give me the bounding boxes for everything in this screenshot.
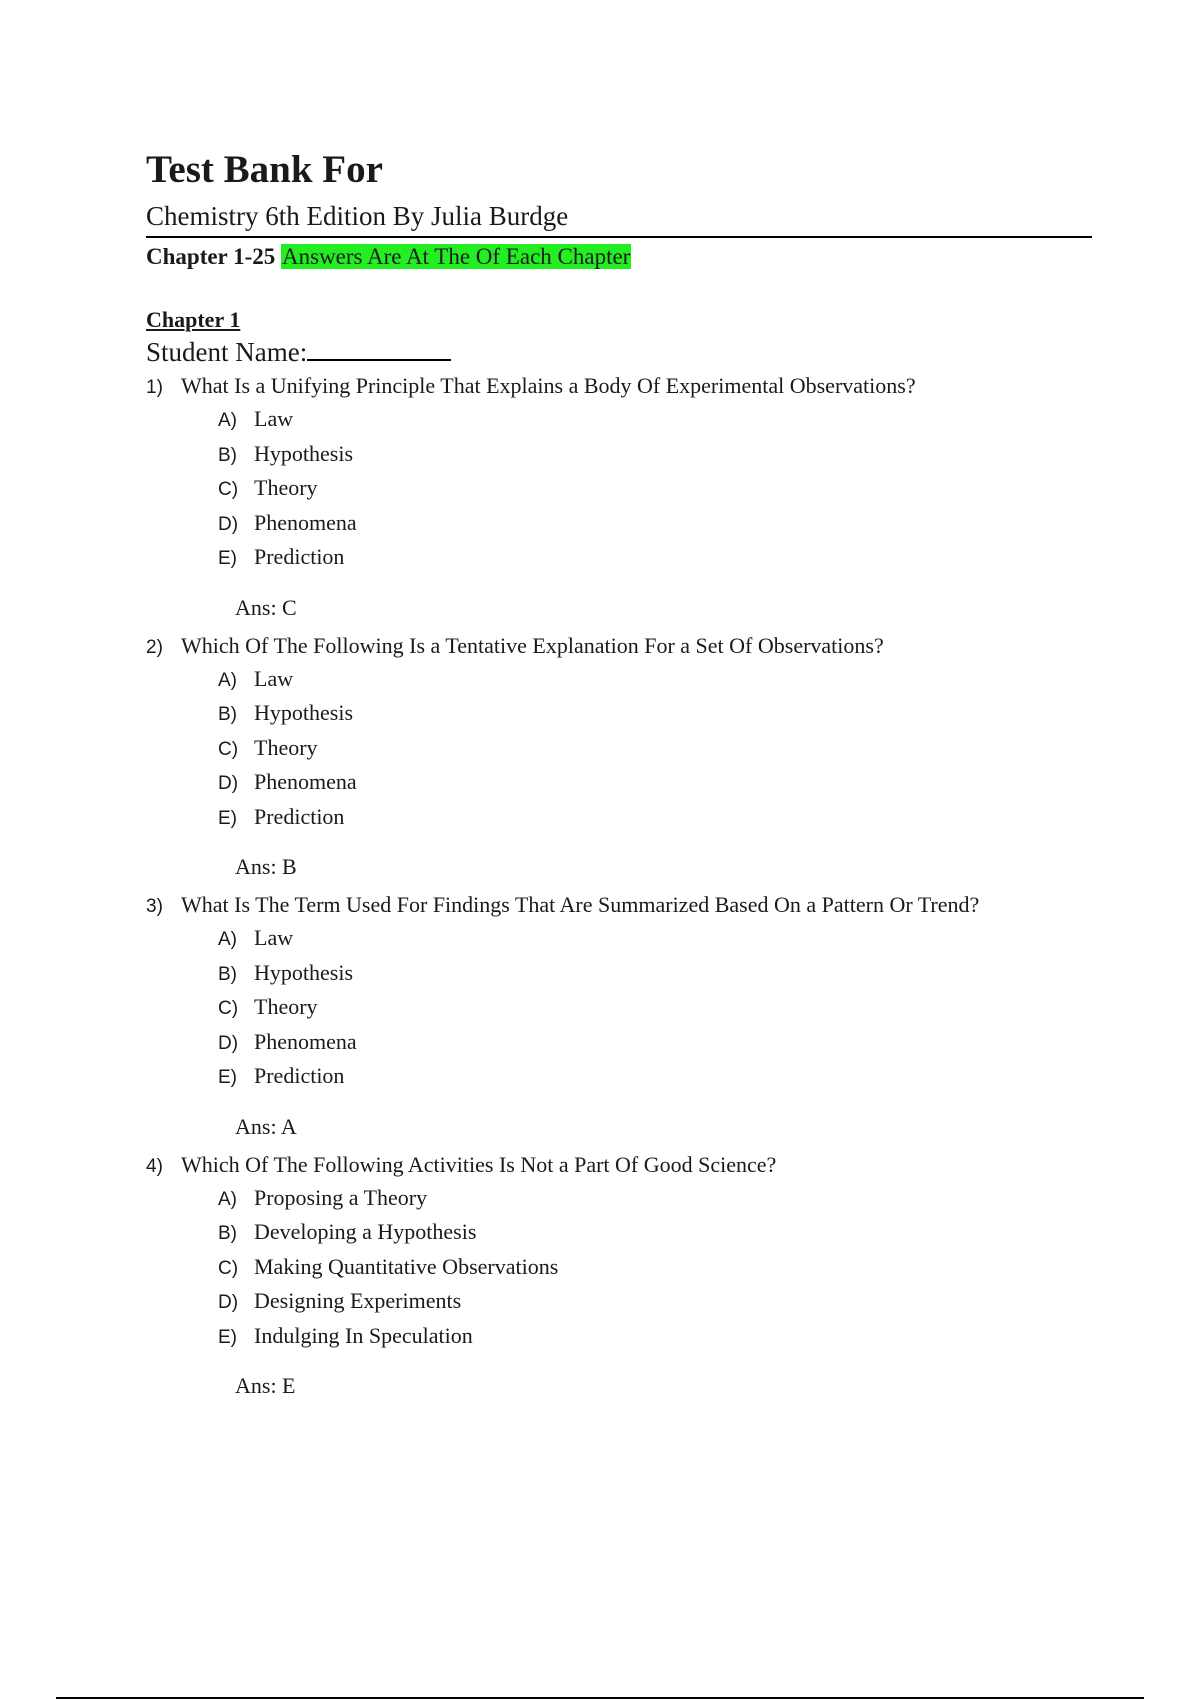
- option-letter: A): [218, 669, 237, 691]
- student-name-label: Student Name:: [146, 337, 308, 367]
- page-content: [146, 150, 1092, 1409]
- question-text-row: [146, 371, 1092, 403]
- option-d: [218, 1285, 1092, 1320]
- option-b: [218, 1216, 1092, 1251]
- highlighted-note: Answers Are At The Of Each Chapter: [282, 244, 631, 269]
- option-a: [218, 1182, 1092, 1217]
- option-letter: D): [218, 1292, 239, 1313]
- option-b: [218, 697, 1092, 732]
- student-name-row: [146, 336, 1092, 368]
- document-subtitle: Chemistry 6th Edition By Julia Burdge: [146, 201, 569, 231]
- option-letter: A): [218, 410, 237, 431]
- question-text: Which Of The Following Activities Is Not a Part Of Good Science?: [181, 1151, 777, 1177]
- option-letter: D): [218, 773, 239, 794]
- option-text: Prediction: [254, 1063, 345, 1088]
- option-text: Prediction: [254, 544, 345, 569]
- option-d: [218, 1026, 1092, 1061]
- option-text: Theory: [254, 734, 318, 760]
- option-letter: A): [218, 929, 237, 950]
- answer-key: Ans: B: [235, 854, 297, 879]
- question-text: Which Of The Following Is a Tentative Explanation For a Set Of Observations?: [181, 632, 884, 658]
- question-1: [146, 371, 1092, 623]
- option-b: [218, 957, 1092, 992]
- option-text: Hypothesis: [254, 440, 353, 466]
- option-letter: E): [218, 548, 237, 569]
- question-3: [146, 890, 1092, 1142]
- option-letter: B): [218, 963, 237, 985]
- chapter-heading: Chapter 1: [146, 307, 241, 332]
- option-letter: C): [218, 479, 239, 500]
- option-a: [218, 403, 1092, 438]
- option-text: Law: [254, 665, 294, 691]
- option-list: [218, 1182, 1092, 1355]
- option-letter: D): [218, 513, 239, 535]
- document-title: Test Bank For: [146, 148, 383, 191]
- option-letter: B): [218, 444, 237, 466]
- option-text: Making Quantitative Observations: [254, 1253, 559, 1279]
- question-text: What Is The Term Used For Findings That Are Summarized Based On a Pattern Or Trend?: [181, 892, 980, 917]
- option-text: Hypothesis: [254, 700, 353, 725]
- option-text: Prediction: [254, 803, 345, 829]
- option-text: Developing a Hypothesis: [254, 1219, 477, 1244]
- option-letter: A): [218, 1188, 237, 1210]
- option-letter: B): [218, 1223, 237, 1244]
- option-text: Proposing a Theory: [254, 1184, 428, 1210]
- option-text: Hypothesis: [254, 959, 353, 985]
- option-text: Law: [254, 406, 294, 431]
- option-text: Theory: [254, 475, 318, 500]
- option-list: [218, 922, 1092, 1095]
- option-e: [218, 1060, 1092, 1095]
- option-text: Indulging In Speculation: [254, 1322, 473, 1348]
- option-text: Phenomena: [254, 1028, 357, 1054]
- option-d: [218, 766, 1092, 801]
- option-letter: C): [218, 738, 239, 760]
- option-c: [218, 732, 1092, 767]
- question-text-row: [146, 631, 1092, 663]
- option-c: [218, 1251, 1092, 1286]
- option-letter: E): [218, 1326, 237, 1348]
- chapter-range-label: Chapter 1-25: [146, 244, 276, 269]
- option-a: [218, 922, 1092, 957]
- question-number: 2): [146, 636, 163, 658]
- question-4: [146, 1150, 1092, 1402]
- option-letter: B): [218, 704, 237, 725]
- chapter-range-line: [146, 236, 1092, 272]
- option-c: [218, 472, 1092, 507]
- option-text: Theory: [254, 994, 318, 1019]
- option-e: [218, 1320, 1092, 1355]
- answer-key: Ans: E: [235, 1373, 296, 1398]
- option-letter: E): [218, 807, 237, 829]
- option-d: [218, 507, 1092, 542]
- option-letter: D): [218, 1032, 239, 1054]
- option-text: Law: [254, 925, 294, 950]
- question-text-row: [146, 1150, 1092, 1182]
- question-number: 4): [146, 1155, 163, 1177]
- option-c: [218, 991, 1092, 1026]
- footer-divider: [56, 1697, 1144, 1699]
- option-e: [218, 801, 1092, 836]
- option-list: [218, 403, 1092, 576]
- question-number: 1): [146, 377, 163, 398]
- option-letter: C): [218, 1257, 239, 1279]
- question-text: What Is a Unifying Principle That Explains a Body Of Experimental Observations?: [181, 373, 916, 398]
- option-text: Designing Experiments: [254, 1288, 462, 1313]
- answer-key: Ans: A: [235, 1113, 297, 1139]
- option-text: Phenomena: [254, 509, 357, 535]
- option-letter: E): [218, 1067, 237, 1088]
- option-b: [218, 438, 1092, 473]
- option-letter: C): [218, 998, 239, 1019]
- question-text-row: [146, 890, 1092, 922]
- option-e: [218, 541, 1092, 576]
- answer-key: Ans: C: [235, 594, 297, 620]
- option-list: [218, 663, 1092, 836]
- option-text: Phenomena: [254, 769, 357, 794]
- option-a: [218, 663, 1092, 698]
- student-name-blank[interactable]: [307, 337, 451, 361]
- question-number: 3): [146, 896, 163, 917]
- question-2: [146, 631, 1092, 883]
